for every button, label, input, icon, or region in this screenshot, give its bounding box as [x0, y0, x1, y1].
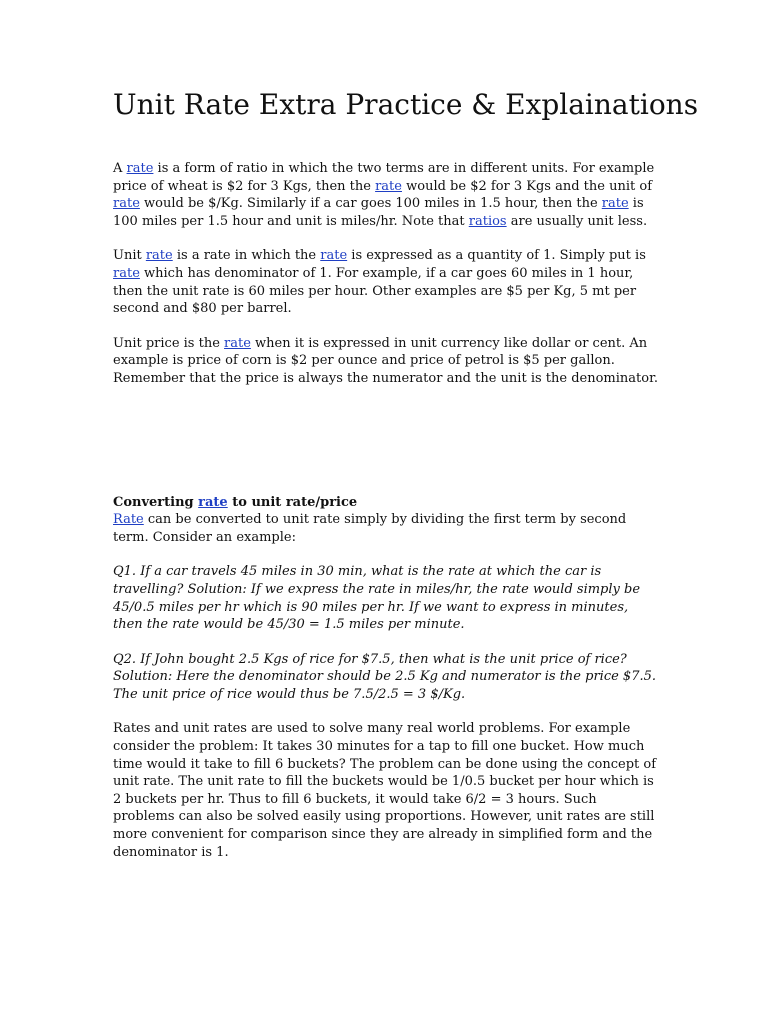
- text-run: Unit: [113, 248, 146, 264]
- rate-link[interactable]: rate: [198, 494, 228, 510]
- text-run: which has denominator of 1. For example, if a car goes 60 miles in 1 hour, then the unit rate is 60 miles per hour. Other examples are $5 per Kg, 5 mt per second and $80 per barrel.: [113, 265, 637, 317]
- question-1: Q1. If a car travels 45 miles in 30 min, what is the rate at which the car is travelling? Solution: If we express the rate in miles/hr, the rate would simply be 45/0.5 miles per hr which is 90 miles per hr. If we want to express in minutes, then the rate would be 45/30 = 1.5 miles per minute.: [113, 564, 641, 633]
- rate-link[interactable]: Rate: [113, 512, 144, 528]
- paragraph-converting-intro: [113, 511, 658, 546]
- text-run: would be $2 for 3 Kgs and the unit of: [401, 178, 652, 194]
- text-run: are usually unit less.: [506, 213, 648, 229]
- text-run: is a form of ratio in which the two terms are in different units. For example price of wheat is $2 for 3 Kgs, then the: [113, 161, 655, 194]
- rate-link[interactable]: rate: [375, 178, 402, 194]
- text-run: is expressed as a quantity of 1. Simply put is: [347, 248, 646, 264]
- page-title: Unit Rate Extra Practice & Explainations: [113, 88, 699, 121]
- text-run: Unit price is the: [113, 335, 225, 351]
- rate-link[interactable]: rate: [224, 335, 251, 351]
- text-run: when it is expressed in unit currency like dollar or cent. An example is price of corn is $2 per ounce and price of petrol is $5 per gallon. Remember that the price is always the numerator and the unit is the denominator.: [113, 335, 658, 386]
- rate-link[interactable]: rate: [113, 265, 140, 281]
- text-run: is 100 miles per 1.5 hour and unit is miles/hr. Note that: [113, 196, 644, 229]
- text-run: would be $/Kg. Similarly if a car goes 100 miles in 1.5 hour, then the: [139, 196, 602, 212]
- paragraph-unit-price: [113, 335, 658, 388]
- text-run: Converting: [113, 494, 199, 510]
- paragraph-rate-definition: [113, 160, 658, 230]
- section-heading-converting: [113, 494, 658, 512]
- text-run: to unit rate/price: [227, 494, 358, 510]
- rate-link[interactable]: rate: [113, 196, 140, 212]
- rate-link[interactable]: rate: [145, 248, 173, 264]
- text-run: can be converted to unit rate simply by dividing the first term by second term. Consider an example:: [113, 512, 627, 545]
- blank-space: [113, 405, 658, 494]
- rate-link[interactable]: rate: [126, 161, 154, 176]
- rate-link[interactable]: rate: [601, 196, 629, 212]
- ratios-link[interactable]: ratios: [468, 213, 507, 229]
- text-run: A: [113, 161, 127, 176]
- paragraph-unit-rate: [113, 247, 658, 317]
- rate-link[interactable]: rate: [320, 248, 348, 264]
- document-body: [113, 160, 658, 878]
- paragraph-closing: Rates and unit rates are used to solve many real world problems. For example consider the problem: It takes 30 minutes for a tap to fill one bucket. How much time would it take to fill 6 buckets? The problem can be done using the concept of unit rate. The unit rate to fill the buckets would be 1/0.5 bucket per hour which is 2 buckets per hr. Thus to fill 6 buckets, it would take 6/2 = 3 hours. Such problems can also be solved easily using proportions. However, unit rates are still more convenient for comparison since they are already in simplified form and the denominator is 1.: [113, 721, 657, 860]
- question-2: Q2. If John bought 2.5 Kgs of rice for $7.5, then what is the unit price of rice? Solution: Here the denominator should be 2.5 Kg and numerator is the price $7.5. The unit price of rice would thus be 7.5/2.5 = 3 $/Kg.: [113, 651, 657, 702]
- text-run: is a rate in which the: [172, 248, 321, 264]
